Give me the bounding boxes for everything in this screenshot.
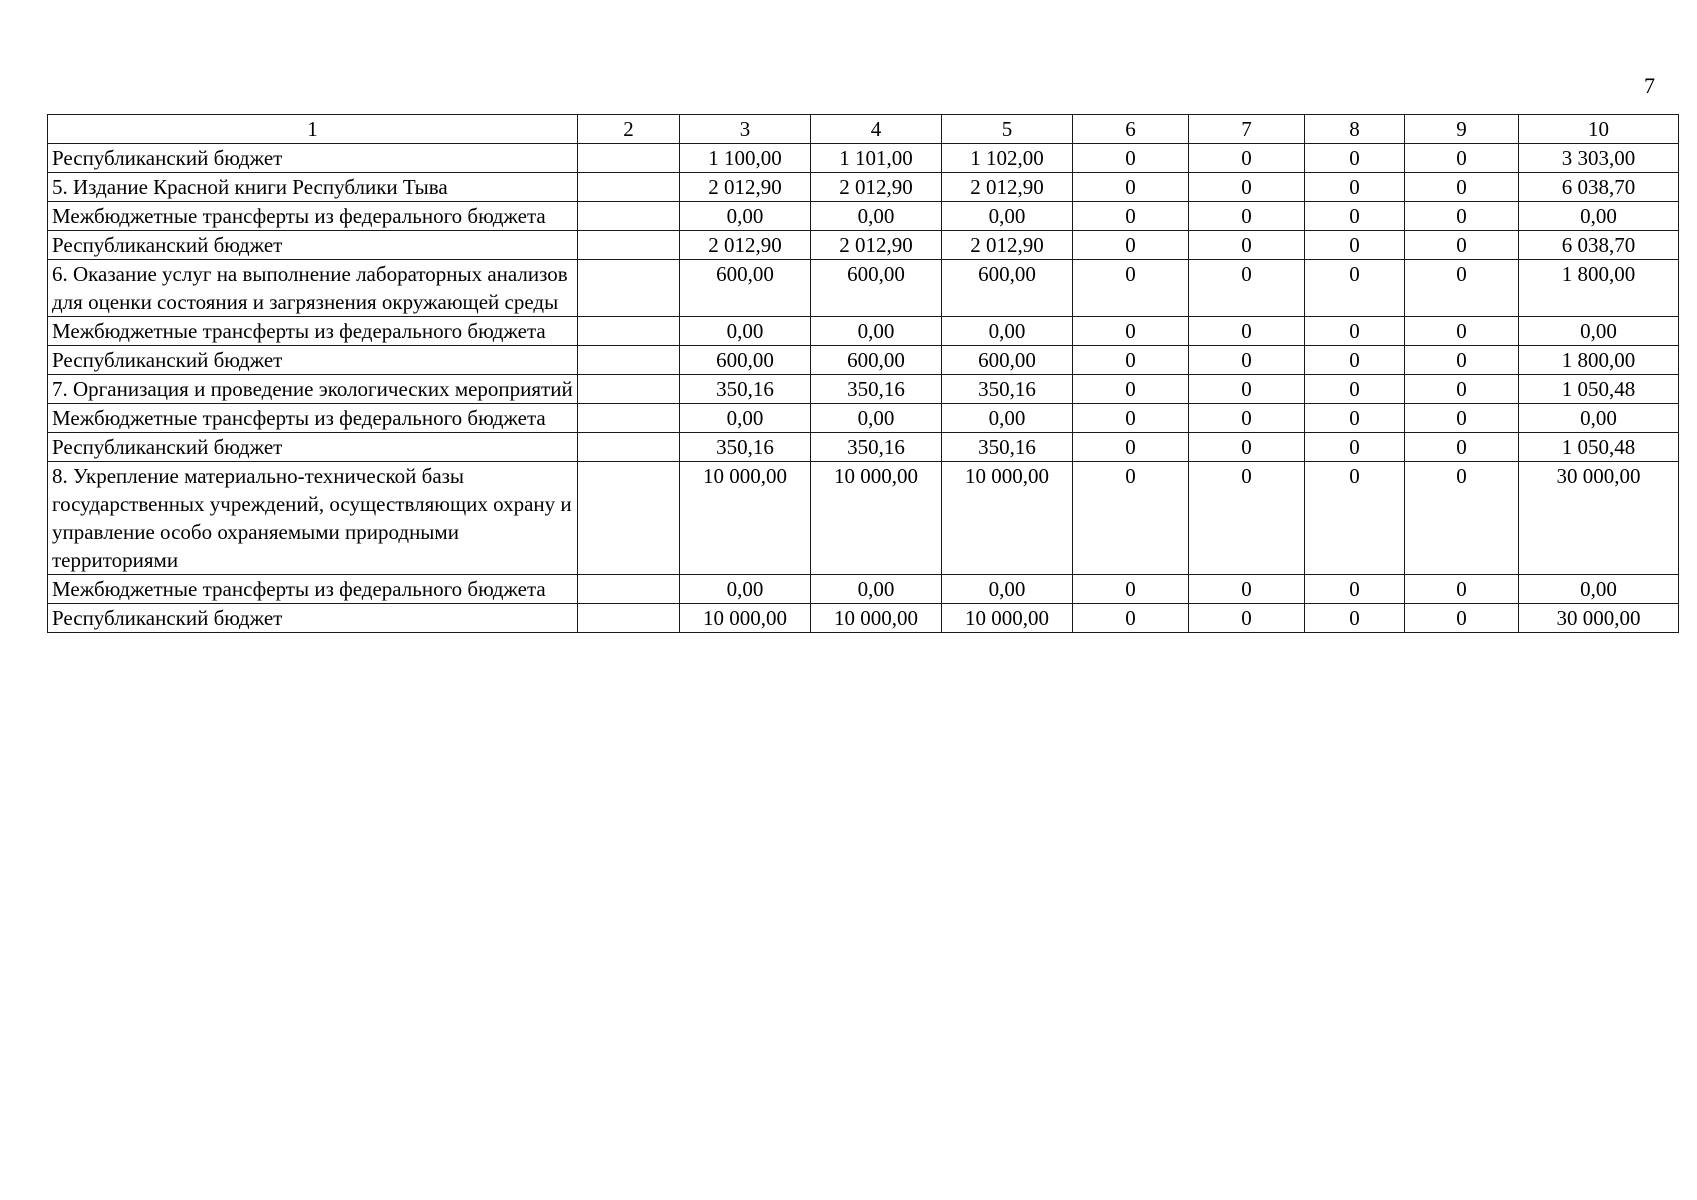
cell-col2 (578, 317, 680, 346)
row-label: Республиканский бюджет (48, 604, 578, 633)
cell-col3: 0,00 (680, 575, 811, 604)
cell-col9: 0 (1405, 375, 1519, 404)
cell-col5: 0,00 (942, 575, 1073, 604)
cell-col10: 0,00 (1519, 202, 1679, 231)
page-number: 7 (1644, 73, 1655, 98)
cell-col7: 0 (1189, 462, 1305, 575)
row-label: Межбюджетные трансферты из федерального бюджета (48, 202, 578, 231)
cell-col4: 350,16 (811, 375, 942, 404)
cell-col3: 350,16 (680, 375, 811, 404)
row-label: 8. Укрепление материально-технической базы государственных учреждений, осуществляющих охрану и управление особо охраняемыми природными территориями (48, 462, 578, 575)
cell-col2 (578, 346, 680, 375)
cell-col5: 10 000,00 (942, 462, 1073, 575)
row-label: Республиканский бюджет (48, 144, 578, 173)
cell-col7: 0 (1189, 433, 1305, 462)
cell-col9: 0 (1405, 433, 1519, 462)
cell-col5: 0,00 (942, 202, 1073, 231)
row-label: 5. Издание Красной книги Республики Тыва (48, 173, 578, 202)
cell-col5: 0,00 (942, 317, 1073, 346)
cell-col10: 1 800,00 (1519, 260, 1679, 317)
cell-col8: 0 (1305, 260, 1405, 317)
table-row (48, 433, 1679, 462)
row-label: Республиканский бюджет (48, 231, 578, 260)
cell-col9: 0 (1405, 260, 1519, 317)
cell-col8: 0 (1305, 375, 1405, 404)
cell-col9: 0 (1405, 575, 1519, 604)
cell-col9: 0 (1405, 462, 1519, 575)
cell-col8: 0 (1305, 317, 1405, 346)
cell-col5: 2 012,90 (942, 231, 1073, 260)
table-row (48, 604, 1679, 633)
row-label: Межбюджетные трансферты из федерального бюджета (48, 317, 578, 346)
column-header: 7 (1189, 115, 1305, 144)
cell-col4: 0,00 (811, 317, 942, 346)
cell-col6: 0 (1073, 231, 1189, 260)
row-label: Республиканский бюджет (48, 433, 578, 462)
cell-col7: 0 (1189, 604, 1305, 633)
cell-col6: 0 (1073, 462, 1189, 575)
row-label: Межбюджетные трансферты из федерального бюджета (48, 404, 578, 433)
cell-col6: 0 (1073, 604, 1189, 633)
cell-col10: 30 000,00 (1519, 604, 1679, 633)
cell-col4: 0,00 (811, 575, 942, 604)
cell-col10: 1 800,00 (1519, 346, 1679, 375)
column-header: 6 (1073, 115, 1189, 144)
table-row (48, 231, 1679, 260)
table-row (48, 346, 1679, 375)
cell-col3: 0,00 (680, 202, 811, 231)
cell-col8: 0 (1305, 173, 1405, 202)
cell-col7: 0 (1189, 404, 1305, 433)
table-body (48, 144, 1679, 633)
cell-col5: 2 012,90 (942, 173, 1073, 202)
cell-col10: 1 050,48 (1519, 375, 1679, 404)
cell-col4: 600,00 (811, 260, 942, 317)
cell-col3: 2 012,90 (680, 173, 811, 202)
cell-col7: 0 (1189, 173, 1305, 202)
budget-table (47, 114, 1679, 633)
cell-col3: 0,00 (680, 404, 811, 433)
cell-col7: 0 (1189, 231, 1305, 260)
cell-col9: 0 (1405, 173, 1519, 202)
cell-col7: 0 (1189, 260, 1305, 317)
row-label: Республиканский бюджет (48, 346, 578, 375)
column-header: 5 (942, 115, 1073, 144)
cell-col8: 0 (1305, 144, 1405, 173)
column-header: 9 (1405, 115, 1519, 144)
cell-col4: 10 000,00 (811, 462, 942, 575)
cell-col7: 0 (1189, 346, 1305, 375)
cell-col3: 600,00 (680, 346, 811, 375)
cell-col9: 0 (1405, 404, 1519, 433)
cell-col2 (578, 462, 680, 575)
cell-col6: 0 (1073, 433, 1189, 462)
row-label: 6. Оказание услуг на выполнение лабораторных анализов для оценки состояния и загрязнения окружающей среды (48, 260, 578, 317)
row-label: 7. Организация и проведение экологических мероприятий (48, 375, 578, 404)
cell-col10: 1 050,48 (1519, 433, 1679, 462)
cell-col6: 0 (1073, 575, 1189, 604)
cell-col4: 600,00 (811, 346, 942, 375)
table-row (48, 260, 1679, 317)
column-header: 10 (1519, 115, 1679, 144)
cell-col2 (578, 173, 680, 202)
cell-col9: 0 (1405, 604, 1519, 633)
cell-col8: 0 (1305, 604, 1405, 633)
cell-col4: 0,00 (811, 404, 942, 433)
cell-col5: 1 102,00 (942, 144, 1073, 173)
table-row (48, 317, 1679, 346)
cell-col6: 0 (1073, 404, 1189, 433)
cell-col9: 0 (1405, 231, 1519, 260)
cell-col7: 0 (1189, 202, 1305, 231)
cell-col3: 10 000,00 (680, 604, 811, 633)
cell-col10: 0,00 (1519, 575, 1679, 604)
cell-col3: 350,16 (680, 433, 811, 462)
row-label: Межбюджетные трансферты из федерального бюджета (48, 575, 578, 604)
cell-col6: 0 (1073, 317, 1189, 346)
cell-col3: 600,00 (680, 260, 811, 317)
cell-col3: 10 000,00 (680, 462, 811, 575)
cell-col5: 600,00 (942, 346, 1073, 375)
cell-col2 (578, 404, 680, 433)
table-row (48, 404, 1679, 433)
cell-col2 (578, 260, 680, 317)
cell-col4: 350,16 (811, 433, 942, 462)
cell-col2 (578, 375, 680, 404)
cell-col4: 1 101,00 (811, 144, 942, 173)
cell-col10: 3 303,00 (1519, 144, 1679, 173)
cell-col8: 0 (1305, 404, 1405, 433)
cell-col5: 350,16 (942, 433, 1073, 462)
cell-col10: 0,00 (1519, 317, 1679, 346)
cell-col5: 350,16 (942, 375, 1073, 404)
column-header: 4 (811, 115, 942, 144)
cell-col7: 0 (1189, 375, 1305, 404)
cell-col10: 6 038,70 (1519, 173, 1679, 202)
cell-col8: 0 (1305, 433, 1405, 462)
cell-col4: 2 012,90 (811, 231, 942, 260)
cell-col2 (578, 433, 680, 462)
cell-col2 (578, 144, 680, 173)
table-row (48, 375, 1679, 404)
cell-col6: 0 (1073, 202, 1189, 231)
cell-col6: 0 (1073, 260, 1189, 317)
column-header: 1 (48, 115, 578, 144)
cell-col7: 0 (1189, 317, 1305, 346)
table-row (48, 202, 1679, 231)
cell-col8: 0 (1305, 231, 1405, 260)
cell-col2 (578, 604, 680, 633)
cell-col3: 2 012,90 (680, 231, 811, 260)
cell-col8: 0 (1305, 575, 1405, 604)
cell-col6: 0 (1073, 144, 1189, 173)
cell-col9: 0 (1405, 317, 1519, 346)
cell-col5: 10 000,00 (942, 604, 1073, 633)
cell-col7: 0 (1189, 575, 1305, 604)
cell-col9: 0 (1405, 202, 1519, 231)
column-header: 3 (680, 115, 811, 144)
cell-col2 (578, 231, 680, 260)
table-row (48, 144, 1679, 173)
table-row (48, 462, 1679, 575)
cell-col4: 0,00 (811, 202, 942, 231)
cell-col8: 0 (1305, 202, 1405, 231)
cell-col3: 0,00 (680, 317, 811, 346)
cell-col8: 0 (1305, 462, 1405, 575)
cell-col4: 2 012,90 (811, 173, 942, 202)
cell-col8: 0 (1305, 346, 1405, 375)
cell-col2 (578, 575, 680, 604)
cell-col6: 0 (1073, 173, 1189, 202)
cell-col9: 0 (1405, 346, 1519, 375)
column-header: 2 (578, 115, 680, 144)
cell-col2 (578, 202, 680, 231)
cell-col3: 1 100,00 (680, 144, 811, 173)
table-row (48, 173, 1679, 202)
column-header: 8 (1305, 115, 1405, 144)
cell-col5: 0,00 (942, 404, 1073, 433)
table-row (48, 575, 1679, 604)
cell-col6: 0 (1073, 346, 1189, 375)
cell-col4: 10 000,00 (811, 604, 942, 633)
cell-col5: 600,00 (942, 260, 1073, 317)
column-number-row (48, 115, 1679, 144)
cell-col10: 6 038,70 (1519, 231, 1679, 260)
cell-col9: 0 (1405, 144, 1519, 173)
cell-col10: 30 000,00 (1519, 462, 1679, 575)
cell-col10: 0,00 (1519, 404, 1679, 433)
cell-col6: 0 (1073, 375, 1189, 404)
cell-col7: 0 (1189, 144, 1305, 173)
